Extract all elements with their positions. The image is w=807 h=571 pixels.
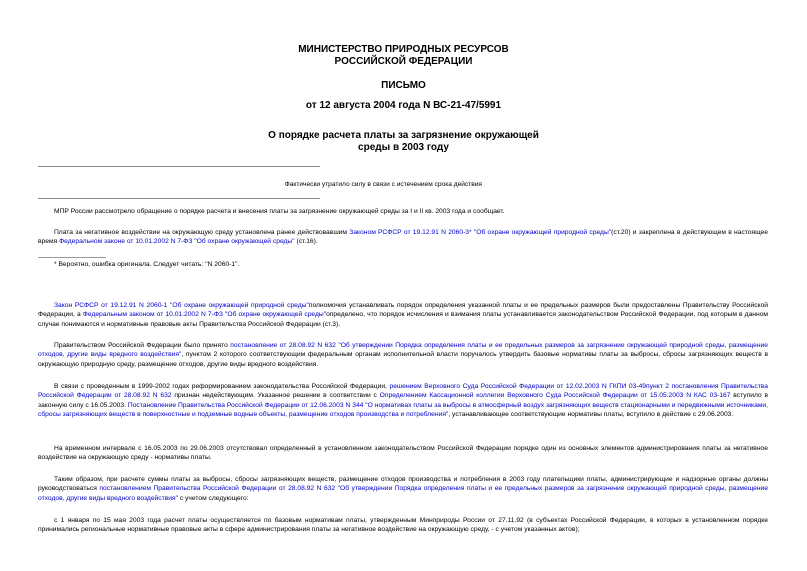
- divider-line: [38, 198, 320, 199]
- paragraph-3: Закон РСФСР от 19.12.91 N 2060-1 "Об охране окружающей природной среды"полномочия устанавливать порядок определения указанной платы и ее предельных размеров были предоставлены Правительству Российской Федерации, а Федеральным законом от 10.01.2002 N 7-ФЗ "Об охране окружающей среды"определено, что порядок исчисления и взимания платы устанавливается законодательством Российской Федерации, под которым в данном случае понимаются и нормативные правовые акты Правительства Российской Федерации (ст.3).: [38, 302, 769, 328]
- document-date: от 12 августа 2004 года N ВС-21-47/5991: [305, 100, 502, 111]
- footnote: * Вероятно, ошибка оригинала. Следует читать: "N 2060-1".: [54, 261, 240, 268]
- cassation-link[interactable]: Определением Кассационной коллегии Верховного Суда Российской Федерации от 15.05.2003 N КАС 03-167: [379, 392, 731, 400]
- subject-line1: О порядке расчета платы за загрязнение окружающей: [268, 130, 539, 141]
- paragraph-2: Плата за негативное воздействие на окружающую среду установлена ранее действовавшим Законом РСФСР от 19.12.91 N 2060-3* "Об охране окружающей природной среды"(ст.20) и закреплена в действующем в настоящее время Федеральном законе от 10.01.2002 N 7-ФЗ "Об охране окружающей среды" (ст.16).: [38, 229, 768, 246]
- divider-line: [38, 166, 320, 167]
- ministry-title-line2: РОССИЙСКОЙ ФЕДЕРАЦИИ: [334, 56, 473, 67]
- paragraph-7: Таким образом, при расчете суммы платы за выбросы, сбросы загрязняющих веществ, размещение отходов производства и потребления в 2003 году плательщики платы, администрирующие и надзорные органы должны руководствоваться постановлением Правительства Российской Федерации от 28.08.92 N 632 "Об утверждении Порядка определения платы и ее предельных размеров за загрязнение окружающей природной среды, размещение отходов, другие виды вредного воздействия" с учетом следующего:: [38, 476, 768, 502]
- law-link-2060-1[interactable]: Закон РСФСР от 19.12.91 N 2060-1 "Об охране окружающей природной среды": [54, 302, 309, 309]
- ministry-title-line1: МИНИСТЕРСТВО ПРИРОДНЫХ РЕСУРСОВ: [298, 44, 509, 55]
- status-note: Фактически утратило силу в связи с истечением срока действия: [284, 181, 482, 188]
- subject-line2: среды в 2003 году: [358, 142, 449, 153]
- document-type: ПИСЬМО: [381, 80, 426, 91]
- paragraph-1: МПР России рассмотрело обращение о порядке расчета и внесения платы за загрязнение окружающей среды за I и II кв. 2003 года и сообщает.: [54, 208, 505, 215]
- law-link-7fz[interactable]: Федеральном законе от 10.01.2002 N 7-ФЗ "Об охране окружающей среды": [59, 238, 295, 246]
- paragraph-8: с 1 января по 15 мая 2003 года расчет платы осуществляется по базовым нормативам платы, утвержденным Минприроды России от 27.11.92 (в субъектах Российской Федерации, в которых в установленном порядке принимались региональные нормативные правовые акты в сфере администрирования платы за негативное воздействие на окружающую среду, - с учетом указанных актов);: [38, 517, 768, 534]
- resolution-link-632[interactable]: постановление от 28.08.92 N 632 "Об утверждении Порядка определения платы и ее предельных размеров за загрязнение окружающей природной среды, размещение отходов, другие виды вредного воздействия": [38, 342, 768, 359]
- footnote-divider: [38, 257, 106, 258]
- resolution-point2-link[interactable]: пункт 2 постановления Правительства Российской Федерации от 28.08.92 N 632: [38, 383, 768, 400]
- court-decision-link[interactable]: решением Верховного Суда Российской Федерации от 12.02.2003 N ГКПИ 03-49: [389, 383, 647, 390]
- paragraph-5: В связи с проведенным в 1999-2002 годах реформированием законодательства Российской Федерации, решением Верховного Суда Российской Федерации от 12.02.2003 N ГКПИ 03-49пункт 2 постановления Правительства Российской Федерации от 28.08.92 N 632 признан недействующим. Указанное решение в соответствии с Определением Кассационной коллегии Верховного Суда Российской Федерации от 15.05.2003 N КАС 03-167 вступило в законную силу с 16.05.2003. Постановление Правительства Российской Федерации от 12.06.2003 N 344 "О нормативах платы за выбросы в атмосферный воздух загрязняющих веществ стационарными и передвижными источниками, сбросы загрязняющих веществ в поверхностные и подземные водные объекты, размещение отходов производства и потребления", устанавливающее соответствующие нормативы платы, вступило в действие с 29.06.2003.: [38, 383, 769, 418]
- law-link-2060[interactable]: Законом РСФСР от 19.12.91 N 2060-3* "Об охране окружающей природной среды": [349, 229, 612, 236]
- paragraph-4: Правительством Российской Федерации было принято постановление от 28.08.92 N 632 "Об утверждении Порядка определения платы и ее предельных размеров за загрязнение окружающей природной среды, размещение отходов, другие виды вредного воздействия", пунктом 2 которого соответствующим федеральным органам исполнительной власти поручалось утвердить базовые нормативы платы за выбросы, сбросы загрязняющих веществ в окружающую природную среду, размещение отходов, другие виды вредного воздействия.: [38, 342, 768, 368]
- law-link-7fz-2[interactable]: Федеральным законом от 10.01.2002 N 7-ФЗ "Об охране окружающей среды": [82, 311, 327, 319]
- resolution-link-344[interactable]: Постановление Правительства Российской Федерации от 12.06.2003 N 344 "О нормативах платы за выбросы в атмосферный воздух загрязняющих веществ стационарными и передвижными источниками, сбросы загрязняющих веществ в поверхностные и подземные водные объекты, размещение отходов производства и потребления": [38, 401, 768, 418]
- resolution-link-632-2[interactable]: постановлением Правительства Российской Федерации от 28.08.92 N 632 "Об утверждении Порядка определения платы и ее предельных размеров за загрязнение окружающей природной среды, размещение отходов, другие виды вредного воздействия": [38, 485, 768, 502]
- paragraph-6: На временном интервале с 16.05.2003 по 29.06.2003 отсутствовал определенный в установленном законодательством Российской Федерации порядке один из основных элементов администрирования платы за негативное воздействие на окружающую среду - нормативы платы.: [38, 445, 768, 462]
